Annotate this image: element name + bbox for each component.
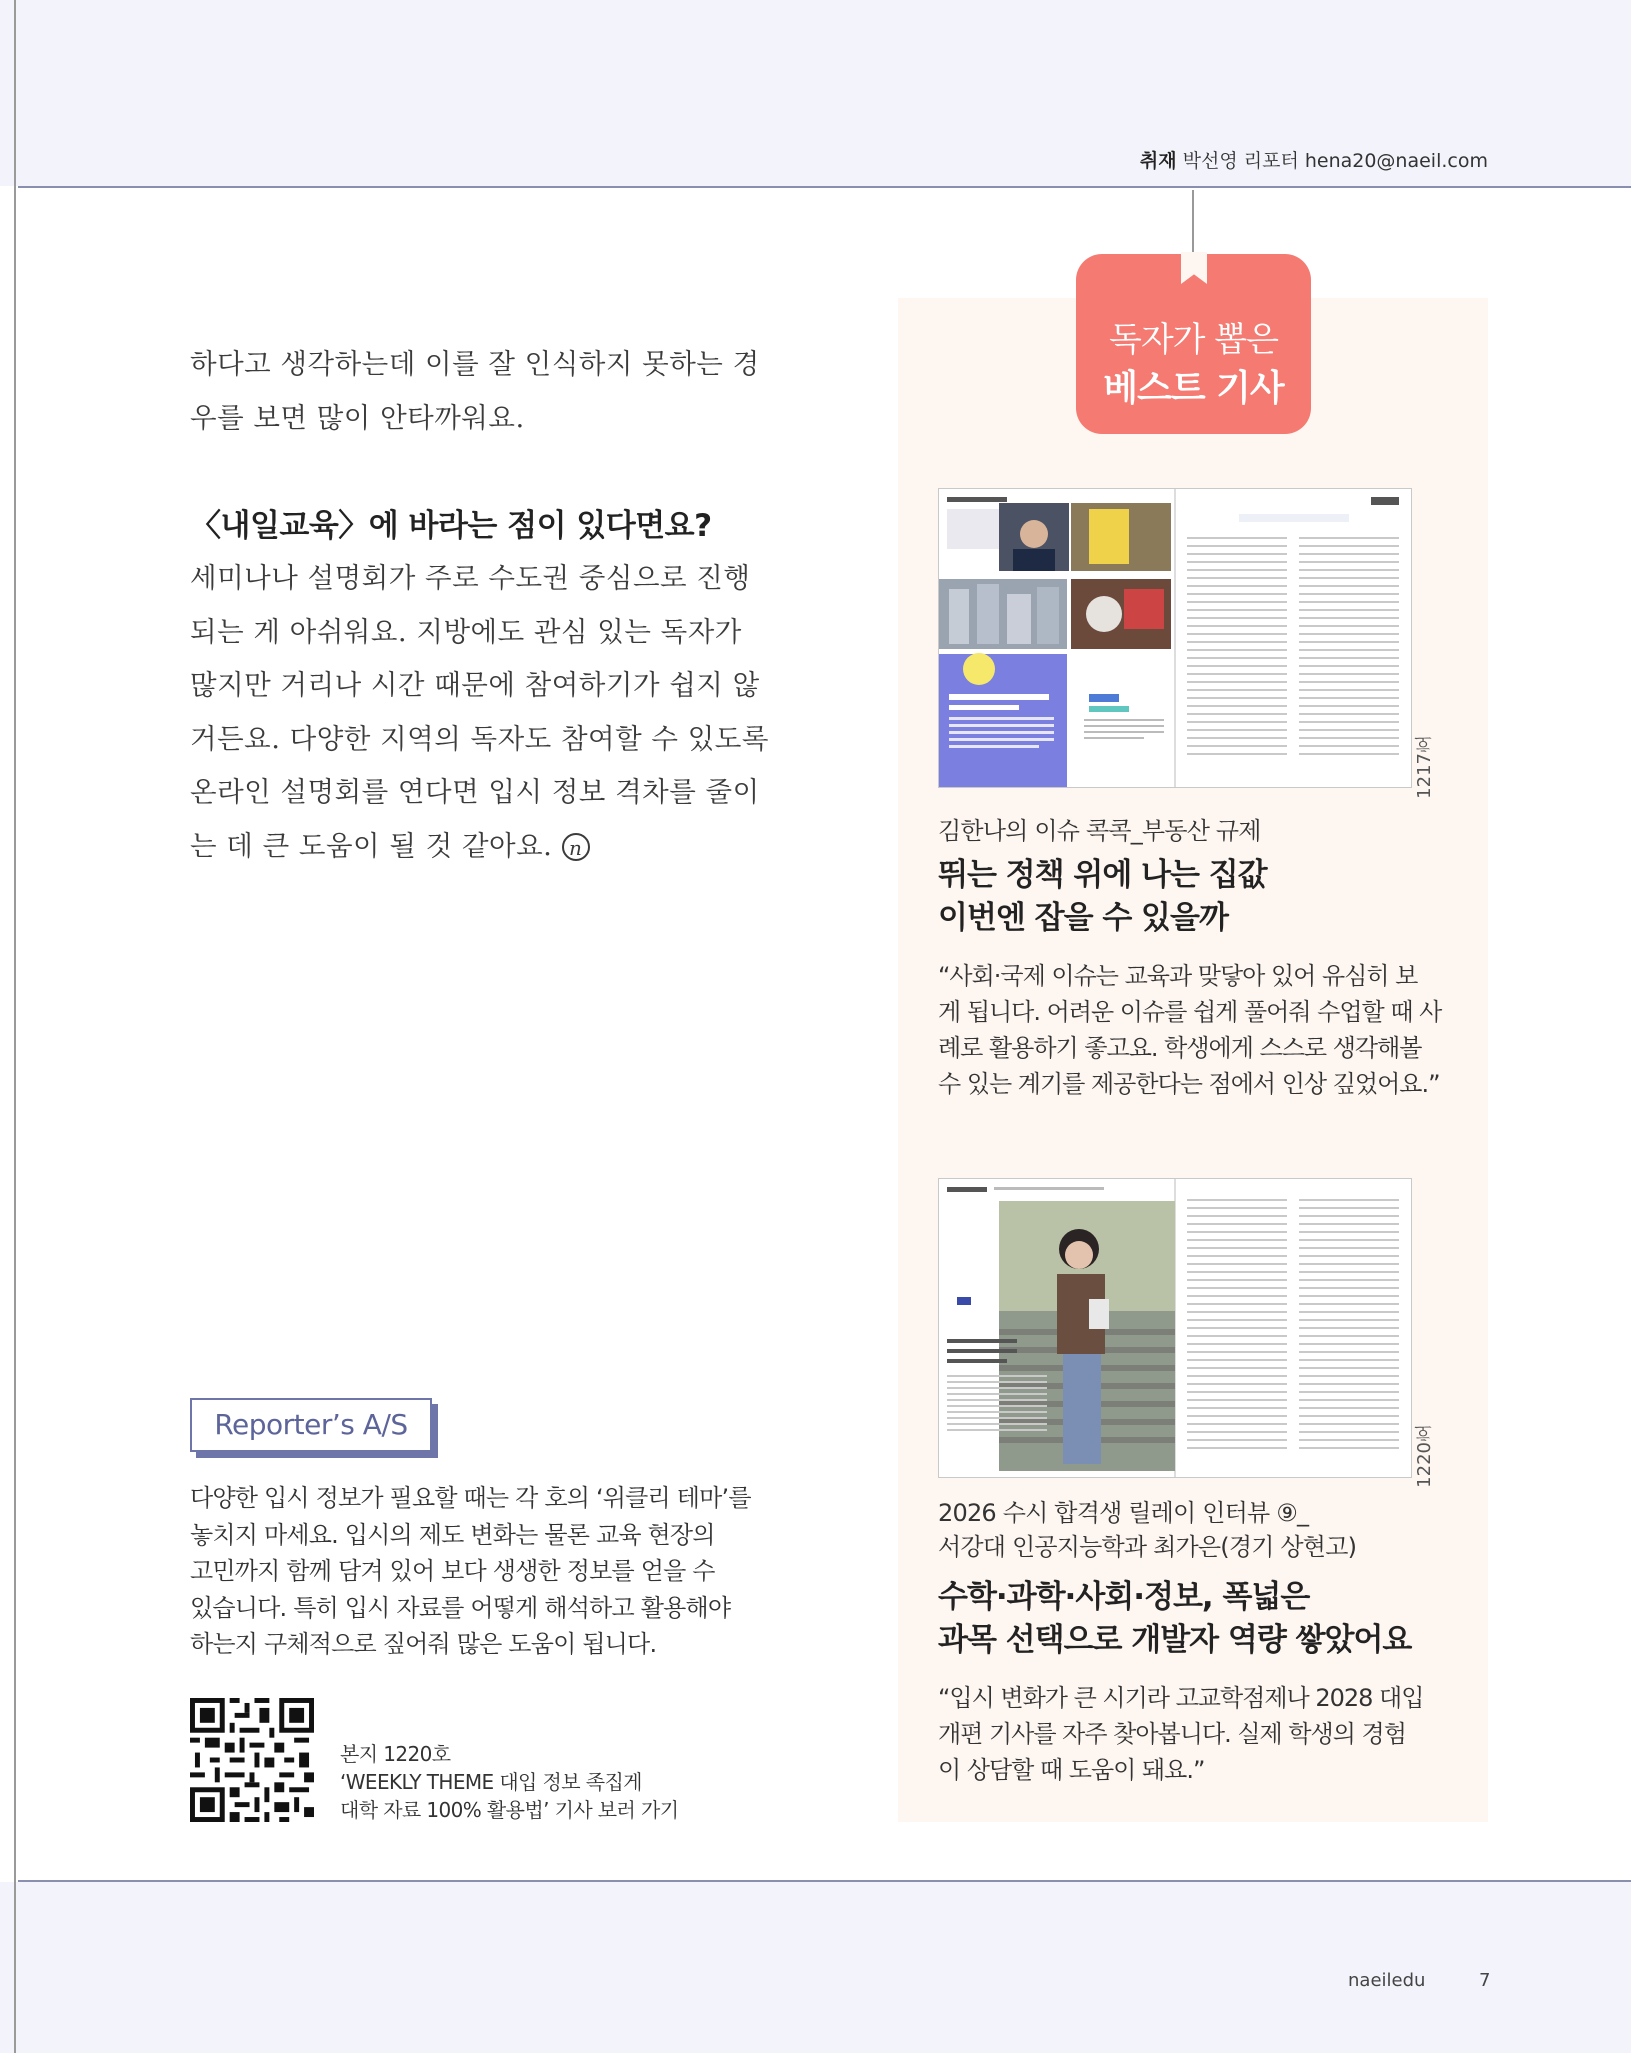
issue-number: 1220호 bbox=[1414, 1424, 1435, 1488]
text-line: ‘WEEKLY THEME 대입 정보 족집게 bbox=[340, 1770, 642, 1794]
text-line: 뛰는 정책 위에 나는 집값 bbox=[938, 857, 1267, 893]
reporter-as-title: Reporter’s A/S bbox=[214, 1408, 408, 1441]
intro-paragraph bbox=[190, 338, 770, 445]
text-line: 있습니다. 특히 입시 자료를 어떻게 해석하고 활용해야 bbox=[190, 1593, 731, 1622]
footer-brand: naeiledu bbox=[1348, 1970, 1426, 1991]
reader-quote bbox=[938, 1680, 1458, 1788]
article-headline[interactable] bbox=[938, 1576, 1411, 1662]
article-kicker bbox=[938, 1496, 1356, 1564]
end-mark-icon: n bbox=[562, 833, 590, 861]
text-line: 수학·과학·사회·정보, 폭넓은 bbox=[938, 1579, 1310, 1615]
badge-line2: 베스트 기사 bbox=[1103, 368, 1284, 409]
text-line: 이 상담할 때 도움이 돼요.” bbox=[938, 1756, 1205, 1784]
text-line: “사회·국제 이슈는 교육과 맞닿아 있어 유심히 보 bbox=[938, 962, 1418, 990]
text-line: 하는지 구체적으로 짚어줘 많은 도움이 됩니다. bbox=[190, 1630, 657, 1658]
page-number: 7 bbox=[1479, 1970, 1491, 1991]
text-line: 례로 활용하기 좋고요. 학생에게 스스로 생각해볼 bbox=[938, 1034, 1422, 1062]
text-line: 고민까지 함께 담겨 있어 보다 생생한 정보를 얻을 수 bbox=[190, 1557, 715, 1585]
reader-quote bbox=[938, 958, 1458, 1102]
text-line: “입시 변화가 큰 시기라 고교학점제나 2028 대입 bbox=[938, 1684, 1424, 1712]
issue-number: 1217호 bbox=[1414, 735, 1435, 799]
text-line-last: 는 데 큰 도움이 될 것 같아요. bbox=[190, 829, 553, 862]
qr-caption bbox=[340, 1740, 678, 1824]
text-line: 온라인 설명회를 연다면 입시 정보 격차를 줄이 bbox=[190, 776, 760, 808]
badge-line1: 독자가 뽑은 bbox=[1108, 320, 1279, 360]
answer-paragraph bbox=[190, 552, 770, 873]
text-line: 되는 게 아쉬워요. 지방에도 관심 있는 독자가 bbox=[190, 615, 742, 648]
footer-band bbox=[0, 1882, 1631, 2053]
text-line: 게 됩니다. 어려운 이슈를 쉽게 풀어줘 수업할 때 사 bbox=[938, 998, 1442, 1026]
article-thumbnail[interactable] bbox=[938, 488, 1412, 788]
text-line: 서강대 인공지능학과 최가은(경기 상현고) bbox=[938, 1533, 1357, 1561]
reporter-as-text bbox=[190, 1480, 770, 1663]
text-line bbox=[190, 820, 770, 874]
page-edge bbox=[14, 0, 16, 2053]
text-line: 놓치지 마세요. 입시의 제도 변화는 물론 교육 현장의 bbox=[190, 1520, 715, 1549]
article-kicker bbox=[938, 814, 1261, 848]
text-line: 우를 보면 많이 안타까워요. bbox=[190, 401, 525, 434]
text-line: 2026 수시 합격생 릴레이 인터뷰 ⑨_ bbox=[938, 1499, 1309, 1527]
text-line: 많지만 거리나 시간 때문에 참여하기가 쉽지 않 bbox=[190, 669, 760, 701]
text-line: 개편 기사를 자주 찾아봅니다. 실제 학생의 경험 bbox=[938, 1720, 1406, 1748]
article-headline[interactable] bbox=[938, 854, 1267, 940]
reporter-credit bbox=[1140, 146, 1488, 173]
text-line: 거든요. 다양한 지역의 독자도 참여할 수 있도록 bbox=[190, 722, 769, 755]
credit-label: 취재 bbox=[1139, 150, 1177, 172]
credit-text: 박선영 리포터 hena20@naeil.com bbox=[1182, 150, 1488, 172]
text-line: 수 있는 계기를 제공한다는 점에서 인상 깊었어요.” bbox=[938, 1070, 1440, 1098]
text-line: 본지 1220호 bbox=[340, 1742, 451, 1766]
text-line: 대학 자료 100% 활용법’ 기사 보러 가기 bbox=[340, 1798, 679, 1822]
text-line: 다양한 입시 정보가 필요할 때는 각 호의 ‘위클리 테마’를 bbox=[190, 1484, 751, 1512]
text-line: 하다고 생각하는데 이를 잘 인식하지 못하는 경 bbox=[190, 348, 760, 380]
interview-question: 〈내일교육〉에 바라는 점이 있다면요? bbox=[190, 508, 712, 544]
header-rule bbox=[18, 186, 1631, 188]
reporter-as-box bbox=[190, 1398, 432, 1452]
text-line: 이번엔 잡을 수 있을까 bbox=[938, 900, 1228, 936]
badge-hanger bbox=[1192, 190, 1194, 260]
text-line: 김한나의 이슈 콕콕_부동산 규제 bbox=[938, 817, 1261, 845]
text-line: 세미나나 설명회가 주로 수도권 중심으로 진행 bbox=[190, 562, 751, 594]
text-line: 과목 선택으로 개발자 역량 쌓았어요 bbox=[938, 1622, 1412, 1658]
article-thumbnail[interactable] bbox=[938, 1178, 1412, 1478]
qr-code-icon[interactable] bbox=[190, 1698, 314, 1822]
